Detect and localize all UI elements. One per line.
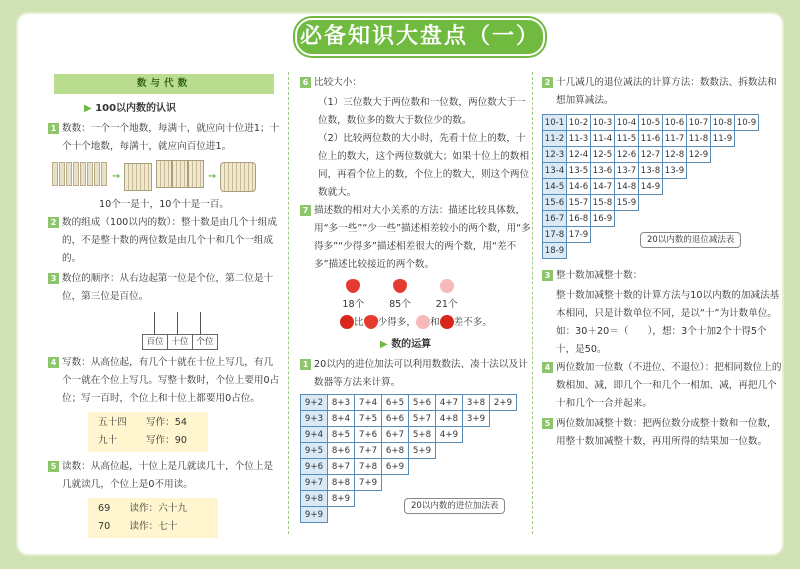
- fruit-count: 85个: [389, 299, 411, 310]
- table-cell: 14-5: [543, 179, 567, 195]
- table-cell: 8+5: [328, 427, 355, 443]
- strawberry-icon: [393, 279, 407, 293]
- empty-cell: [639, 211, 663, 227]
- table-row: [301, 475, 517, 491]
- table-cell: 9+2: [301, 395, 328, 411]
- empty-cell: [490, 459, 517, 475]
- table-cell: 9+8: [301, 491, 328, 507]
- item-number: 1: [300, 359, 311, 370]
- empty-cell: [711, 179, 735, 195]
- knowledge-item: [542, 415, 782, 451]
- item-text: 描述数的相对大小关系的方法：描述比较具体数，用“多一些”“少一些”描述相差较小的两个数，用“多得多”“少得多”描述相差很大的两个数，用“差不多”描述比较接近的两个数。: [314, 205, 531, 270]
- empty-cell: [711, 147, 735, 163]
- table-cell: 7+7: [355, 443, 382, 459]
- table-cell: 11-4: [591, 131, 615, 147]
- table-cell: 8+7: [328, 459, 355, 475]
- table-cell: 10-1: [543, 115, 567, 131]
- middle-column: [300, 62, 534, 548]
- item-text: 数数：一个一个地数，每满十，就应向十位进1；十个十个地数，每满十，就应向百位进1。: [62, 123, 280, 152]
- empty-cell: [490, 443, 517, 459]
- hundred-bundle-icon: [220, 162, 256, 192]
- place-value-chart: [142, 334, 280, 350]
- table-cell: 14-9: [639, 179, 663, 195]
- table-cell: 11-8: [687, 131, 711, 147]
- fruit-count: 18个: [342, 299, 365, 310]
- item-text: 十几减几的退位减法的计算方法：数数法、拆数法和想加算减法。: [556, 77, 777, 106]
- section-heading: 数与代数: [54, 74, 274, 94]
- empty-cell: [735, 131, 759, 147]
- empty-cell: [382, 475, 409, 491]
- left-column: [48, 62, 280, 548]
- table-cell: 13-6: [591, 163, 615, 179]
- item-number: 7: [300, 205, 311, 216]
- right-column: [542, 62, 782, 548]
- empty-cell: [687, 179, 711, 195]
- table-cell: 6+5: [382, 395, 409, 411]
- item-number: 6: [300, 77, 311, 88]
- table-cell: 13-4: [543, 163, 567, 179]
- item-text: 数的组成（100以内的数）：整十数是由几个十组成的，不是整十数的两位数是由几个十和几个一组成的。: [62, 217, 277, 264]
- knowledge-item: [300, 202, 534, 274]
- table-cell: 13-5: [567, 163, 591, 179]
- table-caption: 20以内数的进位加法表: [404, 498, 505, 514]
- empty-cell: [735, 147, 759, 163]
- fruit-counts: [330, 296, 470, 314]
- table-row: [301, 459, 517, 475]
- knowledge-item: [48, 120, 280, 156]
- arrow-icon: →: [208, 171, 217, 182]
- empty-cell: [328, 507, 355, 523]
- table-cell: 14-6: [567, 179, 591, 195]
- table-cell: 9+4: [301, 427, 328, 443]
- write-examples-box: [88, 412, 208, 452]
- table-cell: 8+6: [328, 443, 355, 459]
- item-text: 数位的顺序：从右边起第一位是个位，第二位是十位，第三位是百位。: [62, 273, 274, 302]
- knowledge-item: [542, 359, 782, 413]
- item-number: 5: [542, 418, 553, 429]
- place-label: 十位: [167, 334, 193, 350]
- knowledge-item: [48, 214, 280, 268]
- item-number: 2: [542, 77, 553, 88]
- empty-cell: [615, 227, 639, 243]
- example-row: 69 读作：六十九: [98, 503, 187, 514]
- table-cell: 12-3: [543, 147, 567, 163]
- table-cell: 10-7: [687, 115, 711, 131]
- empty-cell: [490, 427, 517, 443]
- empty-cell: [490, 475, 517, 491]
- fruit-icons: [330, 278, 470, 296]
- item-text: 两位数加减整十数：把两位数分成整十数和一位数，用整十数加减整十数，再用所得的结果加一位数。: [556, 418, 777, 447]
- table-cell: 12-6: [615, 147, 639, 163]
- table-cell: 14-7: [591, 179, 615, 195]
- item-text: 20以内的进位加法可以利用数数法、凑十法以及计数器等方法来计算。: [314, 359, 528, 388]
- empty-cell: [639, 195, 663, 211]
- table-cell: 7+4: [355, 395, 382, 411]
- subsection-heading: ▶ 100以内数的认识: [84, 103, 177, 114]
- table-cell: 12-7: [639, 147, 663, 163]
- table-cell: 7+6: [355, 427, 382, 443]
- item-title: 整十数加减整十数：: [556, 270, 643, 281]
- table-cell: 15-6: [543, 195, 567, 211]
- place-label: 百位: [142, 334, 168, 350]
- empty-cell: [436, 443, 463, 459]
- table-cell: 18-9: [543, 243, 567, 259]
- table-cell: 6+7: [382, 427, 409, 443]
- knowledge-item: [48, 270, 280, 306]
- empty-cell: [409, 459, 436, 475]
- empty-cell: [735, 211, 759, 227]
- table-cell: 14-8: [615, 179, 639, 195]
- table-cell: 10-6: [663, 115, 687, 131]
- table-cell: 9+6: [301, 459, 328, 475]
- subsection-heading: ▶ 数的运算: [380, 339, 432, 350]
- read-examples-box: [88, 498, 218, 538]
- empty-cell: [687, 195, 711, 211]
- empty-cell: [355, 491, 382, 507]
- table-cell: 4+7: [436, 395, 463, 411]
- table-cell: 16-9: [591, 211, 615, 227]
- table-row: [543, 163, 759, 179]
- table-cell: 5+8: [409, 427, 436, 443]
- empty-cell: [687, 211, 711, 227]
- table-cell: 5+6: [409, 395, 436, 411]
- table-cell: 10-9: [735, 115, 759, 131]
- table-row: [301, 395, 517, 411]
- empty-cell: [711, 163, 735, 179]
- fruit-count: 21个: [435, 299, 458, 310]
- table-cell: 9+3: [301, 411, 328, 427]
- item-number: 5: [48, 461, 59, 472]
- arrow-icon: →: [112, 171, 121, 182]
- table-row: [301, 411, 517, 427]
- table-caption: 20以内数的退位减法表: [640, 232, 741, 248]
- empty-cell: [687, 163, 711, 179]
- example-row: 五十四 写作：54: [98, 417, 187, 428]
- place-label: 个位: [192, 334, 218, 350]
- empty-cell: [735, 163, 759, 179]
- table-cell: 3+8: [463, 395, 490, 411]
- table-cell: 12-5: [591, 147, 615, 163]
- empty-cell: [735, 179, 759, 195]
- peach-icon: [416, 315, 430, 329]
- table-cell: 15-8: [591, 195, 615, 211]
- empty-cell: [711, 195, 735, 211]
- table-cell: 2+9: [490, 395, 517, 411]
- knowledge-item: [48, 354, 280, 408]
- table-cell: 11-5: [615, 131, 639, 147]
- knowledge-item: [300, 356, 534, 392]
- table-row: [301, 443, 517, 459]
- table-cell: 8+3: [328, 395, 355, 411]
- table-cell: 9+7: [301, 475, 328, 491]
- table-cell: 9+5: [301, 443, 328, 459]
- table-cell: 7+5: [355, 411, 382, 427]
- table-cell: 10-2: [567, 115, 591, 131]
- empty-cell: [735, 195, 759, 211]
- empty-cell: [591, 227, 615, 243]
- item-number: 4: [542, 362, 553, 373]
- page-title: 必备知识大盘点（一）: [295, 18, 545, 56]
- table-cell: 11-9: [711, 131, 735, 147]
- table-cell: 10-8: [711, 115, 735, 131]
- table-cell: 11-3: [567, 131, 591, 147]
- table-cell: 12-8: [663, 147, 687, 163]
- empty-cell: [663, 179, 687, 195]
- bundles-icon: [156, 160, 204, 195]
- knowledge-item: [48, 458, 280, 494]
- table-cell: 13-8: [639, 163, 663, 179]
- table-cell: 13-9: [663, 163, 687, 179]
- strawberry-icon: [346, 279, 360, 293]
- table-cell: 10-4: [615, 115, 639, 131]
- table-cell: 6+9: [382, 459, 409, 475]
- table-cell: 12-4: [567, 147, 591, 163]
- table-cell: 6+6: [382, 411, 409, 427]
- item-number: 3: [542, 270, 553, 281]
- table-cell: 8+4: [328, 411, 355, 427]
- empty-cell: [615, 211, 639, 227]
- item-number: 3: [48, 273, 59, 284]
- addition-table-wrap: [300, 394, 534, 523]
- table-row: [543, 115, 759, 131]
- table-cell: 7+9: [355, 475, 382, 491]
- table-cell: 7+8: [355, 459, 382, 475]
- table-cell: 15-7: [567, 195, 591, 211]
- table-cell: 10-5: [639, 115, 663, 131]
- peach-icon: [440, 279, 454, 293]
- table-row: [301, 427, 517, 443]
- item-text: 读数：从高位起，十位上是几就读几十，个位上是几就读几，个位上是0不用读。: [62, 461, 274, 490]
- compare-line: （1）三位数大于两位数和一位数，两位数大于一位数，数位多的数大于数位少的数。: [318, 97, 526, 126]
- empty-cell: [436, 459, 463, 475]
- item-text: 整十数加减整十数的计算方法与10以内数的加减法基本相同，只是计数单位不同，是以“十”为计数单位。: [556, 290, 780, 319]
- empty-cell: [663, 211, 687, 227]
- empty-cell: [463, 427, 490, 443]
- triangle-icon: ▶: [84, 103, 92, 114]
- fruit-sentence: 比 少得多， 和 差不多。: [340, 314, 534, 332]
- compare-line: （2）比较两位数的大小时，先看十位上的数，十位上的数大，这个两位数就大；如果十位上的数相同，再看个位上的数，个位上的数大，则这个两位数就大。: [318, 133, 530, 198]
- table-cell: 11-7: [663, 131, 687, 147]
- table-cell: 12-9: [687, 147, 711, 163]
- item-number: 4: [48, 357, 59, 368]
- counting-sticks-illustration: [52, 160, 280, 194]
- worksheet: [18, 14, 782, 554]
- table-cell: 13-7: [615, 163, 639, 179]
- table-cell: 15-9: [615, 195, 639, 211]
- item-number: 1: [48, 123, 59, 134]
- bundle-caption: 10个一是十，10个十是一百。: [99, 199, 229, 210]
- knowledge-item: [300, 74, 534, 92]
- empty-cell: [711, 211, 735, 227]
- table-cell: 11-6: [639, 131, 663, 147]
- empty-cell: [615, 243, 639, 259]
- empty-cell: [436, 475, 463, 491]
- strawberry-icon: [364, 315, 378, 329]
- table-cell: 5+7: [409, 411, 436, 427]
- table-cell: 6+8: [382, 443, 409, 459]
- item-number: 2: [48, 217, 59, 228]
- item-text: 写数：从高位起，有几个十就在十位上写几，有几个一就在个位上写几。写整十数时，个位上要用0占位；写一百时，个位上和十位上都要用0占位。: [62, 357, 280, 404]
- table-row: [543, 211, 759, 227]
- empty-cell: [463, 459, 490, 475]
- table-cell: 11-2: [543, 131, 567, 147]
- table-cell: 16-8: [567, 211, 591, 227]
- table-cell: 4+9: [436, 427, 463, 443]
- empty-cell: [409, 475, 436, 491]
- table-cell: 9+9: [301, 507, 328, 523]
- table-cell: 16-7: [543, 211, 567, 227]
- knowledge-item: [542, 74, 782, 110]
- triangle-icon: ▶: [380, 339, 388, 350]
- item-text: 两位数加一位数（不进位、不退位）：把相同数位上的数相加、减，即几个一和几个一相加、减，再把几个十和几个一合并起来。: [556, 362, 782, 409]
- apple-icon: [340, 315, 354, 329]
- empty-cell: [490, 411, 517, 427]
- knowledge-item: [542, 267, 782, 285]
- item-example: 如：30＋20＝（ ），想：3个十加2个十得5个十，是50。: [556, 326, 767, 355]
- table-cell: 5+9: [409, 443, 436, 459]
- column-divider: [288, 72, 289, 534]
- example-row: 70 读作：七十: [98, 521, 178, 532]
- bundle-icon: [124, 163, 152, 191]
- item-title: 比较大小：: [314, 77, 362, 88]
- table-cell: 3+9: [463, 411, 490, 427]
- empty-cell: [663, 195, 687, 211]
- table-cell: 8+8: [328, 475, 355, 491]
- table-cell: 10-3: [591, 115, 615, 131]
- abacus-rods: [142, 312, 280, 334]
- table-row: [543, 179, 759, 195]
- table-cell: 4+8: [436, 411, 463, 427]
- table-cell: 17-9: [567, 227, 591, 243]
- empty-cell: [591, 243, 615, 259]
- example-row: 九十 写作：90: [98, 435, 187, 446]
- empty-cell: [463, 443, 490, 459]
- table-row: [543, 147, 759, 163]
- empty-cell: [567, 243, 591, 259]
- sticks-icon: [52, 162, 108, 193]
- table-cell: 17-8: [543, 227, 567, 243]
- table-row: [543, 131, 759, 147]
- subtraction-table-wrap: [542, 114, 782, 259]
- empty-cell: [463, 475, 490, 491]
- table-row: [543, 195, 759, 211]
- apple-icon: [440, 315, 454, 329]
- table-cell: 8+9: [328, 491, 355, 507]
- empty-cell: [355, 507, 382, 523]
